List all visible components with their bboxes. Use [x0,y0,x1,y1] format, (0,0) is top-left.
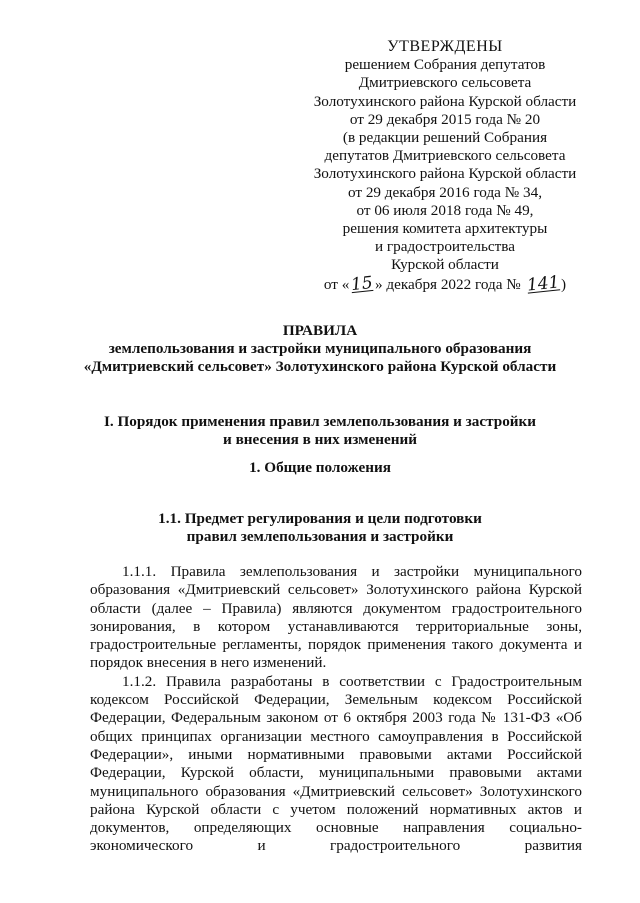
title-main: ПРАВИЛА [282,322,358,339]
approval-line: решения комитета архитектуры [342,220,548,238]
approval-line: Золотухинского района Курской области [313,165,577,183]
subsection-line: правил землепользования и застройки [186,528,454,545]
title-line: «Дмитриевский сельсовет» Золотухинского района Курской области [83,358,557,375]
section-heading [60,413,580,449]
date-middle: » декабря 2022 года № [374,275,521,293]
title-line: землепользования и застройки муниципального образования [108,340,532,357]
handwritten-number: 141 [525,271,560,296]
chapter-heading [60,459,580,477]
subsection-heading [60,510,580,546]
chapter-title: 1. Общие положения [249,459,391,476]
section-line: I. Порядок применения правил землепользования и застройки [103,413,537,430]
document-title [60,322,580,376]
date-suffix: ) [561,275,567,293]
approval-date-line [300,271,590,296]
approval-line: от 29 декабря 2016 года № 34, [348,183,542,201]
paragraph: 1.1.2. Правила разработаны в соответствии с Градостроительным кодексом Российской Федерации, Земельным кодексом Российской Федерации, Федеральным законом от 6 октября 2003 года № 131-ФЗ «Об общих принципах организации местного самоуправления в Российской Федерации», иными нормативными правовыми актами Российской Федерации, Курской области, муниципальными правовыми актами муниципального образования «Дмитриевский сельсовет» Золотухинского района Курской области с учетом положений нормативных актов и документов, определяющих основные направления социально-экономического и градостроительного развития [90,672,582,855]
section-line: и внесения в них изменений [223,431,417,448]
approval-line: Золотухинского района Курской области [313,92,577,110]
approval-stamp-block [300,38,590,294]
approval-heading: УТВЕРЖДЕНЫ [387,38,503,55]
approval-line: Дмитриевского сельсовета [358,74,532,92]
approval-line: от 29 декабря 2015 года № 20 [349,110,541,128]
date-prefix: от « [323,275,350,293]
approval-line: Курской области [391,256,499,274]
approval-line: (в редакции решений Собрания [342,129,548,147]
approval-line: решением Собрания депутатов [344,56,546,74]
approval-line: от 06 июля 2018 года № 49, [356,201,534,219]
handwritten-day: 15 [350,272,374,295]
paragraph: 1.1.1. Правила землепользования и застройки муниципального образования «Дмитриевский сельсовет» Золотухинского района Курской области (далее – Правила) являются документом градостроительного зонирования, в котором устанавливаются территориальные зоны, градостроительные регламенты, порядок применения такого документа и порядок внесения в него изменений. [90,563,582,672]
subsection-line: 1.1. Предмет регулирования и цели подготовки [158,510,482,527]
approval-line: депутатов Дмитриевского сельсовета [324,147,566,165]
body-text [90,563,582,856]
approval-line: и градостроительства [374,238,516,256]
